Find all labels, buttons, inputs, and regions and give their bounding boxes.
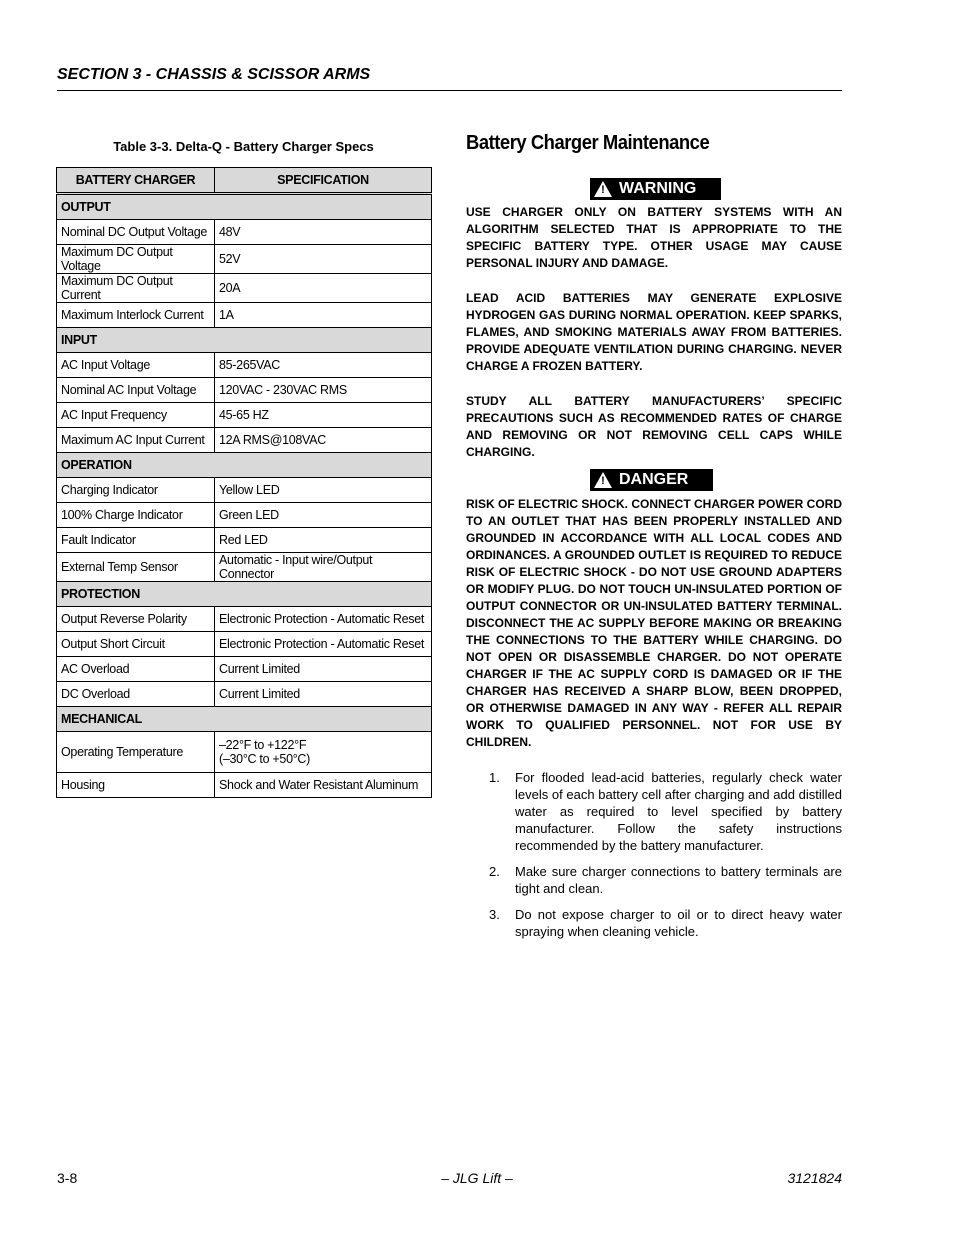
spec-value: Current Limited (215, 657, 432, 682)
spec-value: 120VAC - 230VAC RMS (215, 378, 432, 403)
section-row-input (57, 328, 432, 353)
temp-celsius: (–30°C to +50°C) (219, 752, 311, 766)
section-label: PROTECTION (57, 582, 432, 607)
col-header-battery-charger: BATTERY CHARGER (57, 168, 215, 194)
spec-value: 48V (215, 220, 432, 245)
table-row (57, 428, 432, 453)
section-header: SECTION 3 - CHASSIS & SCISSOR ARMS (57, 66, 371, 83)
spec-value: Electronic Protection - Automatic Reset (215, 607, 432, 632)
table-row (57, 303, 432, 328)
spec-key: Output Reverse Polarity (57, 607, 215, 632)
spec-value: Electronic Protection - Automatic Reset (215, 632, 432, 657)
table-row (57, 353, 432, 378)
step-text: Make sure charger connections to battery terminals are tight and clean. (515, 864, 842, 896)
page-number: 3-8 (57, 1170, 78, 1186)
section-label: OUTPUT (57, 194, 432, 220)
table-row (57, 220, 432, 245)
section-title: Battery Charger Maintenance (466, 132, 710, 154)
spec-value: Green LED (215, 503, 432, 528)
spec-key: AC Overload (57, 657, 215, 682)
spec-key: Nominal AC Input Voltage (57, 378, 215, 403)
spec-key: Fault Indicator (57, 528, 215, 553)
danger-triangle-icon: ! (594, 472, 612, 488)
spec-value: Automatic - Input wire/Output Connector (215, 553, 432, 582)
spec-key: Charging Indicator (57, 478, 215, 503)
col-header-specification: SPECIFICATION (215, 168, 432, 194)
table-row (57, 732, 432, 773)
temp-fahrenheit: –22°F to +122°F (219, 738, 307, 752)
spec-key: Maximum AC Input Current (57, 428, 215, 453)
section-label: OPERATION (57, 453, 432, 478)
spec-key: 100% Charge Indicator (57, 503, 215, 528)
step-number: 1. (489, 770, 500, 785)
footer-brand: – JLG Lift – (441, 1170, 513, 1186)
list-item (466, 906, 842, 940)
spec-key: External Temp Sensor (57, 553, 215, 582)
spec-value: 12A RMS@108VAC (215, 428, 432, 453)
warning-paragraph: LEAD ACID BATTERIES MAY GENERATE EXPLOSIVE HYDROGEN GAS DURING NORMAL OPERATION. KEEP SPARKS, FLAMES, AND SMOKING MATERIALS AWAY FROM BATTERIES. PROVIDE ADEQUATE VENTILATION DURING CHARGING. NEVER CHARGE A FROZEN BATTERY. (466, 291, 842, 373)
table-row (57, 682, 432, 707)
list-item (466, 863, 842, 897)
spec-key: Output Short Circuit (57, 632, 215, 657)
spec-value: 52V (215, 245, 432, 274)
spec-key: Operating Temperature (57, 732, 215, 773)
section-label: INPUT (57, 328, 432, 353)
danger-paragraph: RISK OF ELECTRIC SHOCK. CONNECT CHARGER POWER CORD TO AN OUTLET THAT HAS BEEN PROPERLY INSTALLED AND GROUNDED IN ACCORDANCE WITH ALL LOCAL CODES AND ORDINANCES. A GROUNDED OUTLET IS REQUIRED TO REDUCE RISK OF ELECTRIC SHOCK - DO NOT USE GROUND ADAPTERS OR MODIFY PLUG. DO NOT TOUCH UN-INSULATED PORTION OF OUTPUT CONNECTOR OR UN-INSULATED BATTERY TERMINAL. DISCONNECT THE AC SUPPLY BEFORE MAKING OR BREAKING THE CONNECTIONS TO THE BATTERY WHILE CHARGING. DO NOT OPEN OR DISASSEMBLE CHARGER. DO NOT OPERATE CHARGER IF THE AC SUPPLY CORD IS DAMAGED OR IF THE CHARGER HAS RECEIVED A SHARP BLOW, BEEN DROPPED, OR OTHERWISE DAMAGED IN ANY WAY - REFER ALL REPAIR WORK TO QUALIFIED PERSONNEL. NOT FOR USE BY CHILDREN. (466, 497, 843, 749)
maintenance-steps (466, 769, 842, 949)
step-number: 3. (489, 907, 500, 922)
warning-paragraph: STUDY ALL BATTERY MANUFACTURERS’ SPECIFIC PRECAUTIONS SUCH AS RECOMMENDED RATES OF CHARGE AND REMOVING OR NOT REMOVING CELL CAPS WHILE CHARGING. (466, 394, 842, 459)
spec-value: Shock and Water Resistant Aluminum (215, 773, 432, 798)
list-item (466, 769, 842, 854)
table-header-row (57, 168, 432, 194)
table-row (57, 553, 432, 582)
spec-value: 85-265VAC (215, 353, 432, 378)
warning-badge (590, 178, 721, 200)
spec-value: 45-65 HZ (215, 403, 432, 428)
table-row (57, 245, 432, 274)
section-row-mechanical (57, 707, 432, 732)
table-row (57, 378, 432, 403)
section-row-operation (57, 453, 432, 478)
section-row-protection (57, 582, 432, 607)
spec-key: Maximum Interlock Current (57, 303, 215, 328)
danger-label: DANGER (619, 471, 689, 488)
warning-label: WARNING (619, 180, 697, 197)
step-number: 2. (489, 864, 500, 879)
spec-value: Current Limited (215, 682, 432, 707)
table-row (57, 478, 432, 503)
table-row (57, 274, 432, 303)
table-row (57, 528, 432, 553)
spec-value: Yellow LED (215, 478, 432, 503)
spec-value: 1A (215, 303, 432, 328)
step-text: Do not expose charger to oil or to direct heavy water spraying when cleaning vehicle. (515, 907, 842, 939)
spec-key: Maximum DC Output Voltage (57, 245, 215, 274)
section-row-output (57, 194, 432, 220)
table-row (57, 657, 432, 682)
warning-paragraph: USE CHARGER ONLY ON BATTERY SYSTEMS WITH AN ALGORITHM SELECTED THAT IS APPROPRIATE TO THE SPECIFIC BATTERY TYPE. OTHER USAGE MAY CAUSE PERSONAL INJURY AND DAMAGE. (466, 205, 842, 270)
spec-key: DC Overload (57, 682, 215, 707)
spec-value (215, 732, 432, 773)
table-row (57, 403, 432, 428)
spec-key: Maximum DC Output Current (57, 274, 215, 303)
specs-table (56, 167, 432, 798)
document-number: 3121824 (787, 1170, 842, 1186)
spec-key: Nominal DC Output Voltage (57, 220, 215, 245)
danger-badge (590, 469, 713, 491)
spec-value: Red LED (215, 528, 432, 553)
section-label: MECHANICAL (57, 707, 432, 732)
spec-key: AC Input Frequency (57, 403, 215, 428)
spec-key: Housing (57, 773, 215, 798)
table-caption: Table 3-3. Delta-Q - Battery Charger Specs (113, 139, 374, 154)
table-row (57, 773, 432, 798)
table-row (57, 503, 432, 528)
warning-triangle-icon: ! (594, 181, 612, 197)
spec-key: AC Input Voltage (57, 353, 215, 378)
spec-value: 20A (215, 274, 432, 303)
table-row (57, 607, 432, 632)
table-row (57, 632, 432, 657)
header-rule (57, 90, 842, 91)
step-text: For flooded lead-acid batteries, regularly check water levels of each battery cell after charging and add distilled water as required to level specified by battery manufacturer. Follow the safety instructions recommended by the battery manufacturer. (515, 770, 842, 853)
